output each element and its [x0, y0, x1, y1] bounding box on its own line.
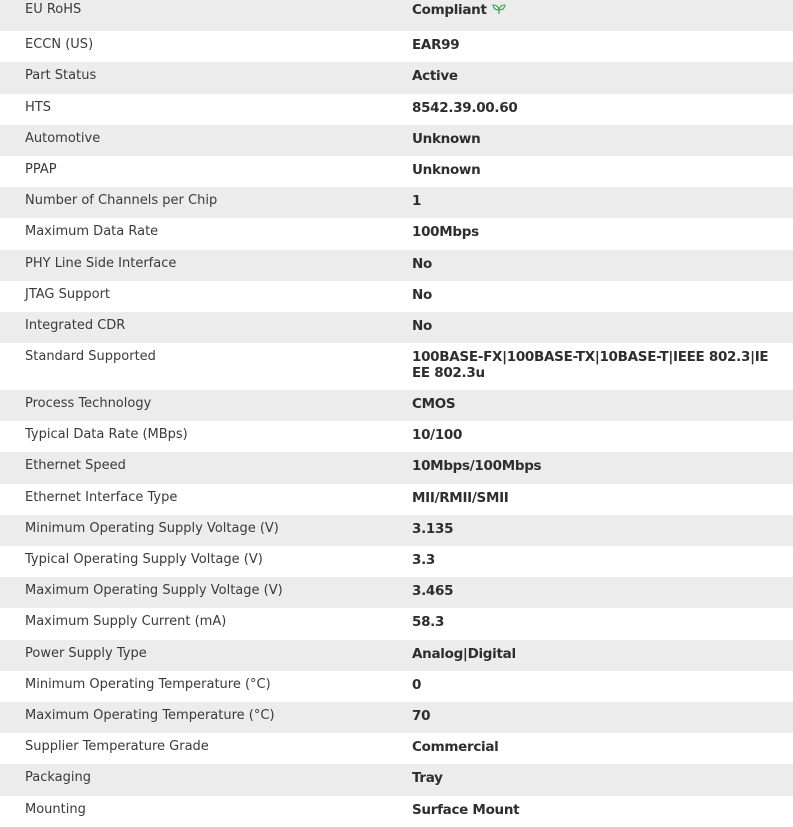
spec-value: Analog|Digital — [412, 645, 516, 662]
spec-label: Number of Channels per Chip — [25, 193, 218, 209]
spec-value: 100Mbps — [412, 224, 479, 241]
spec-label: Supplier Temperature Grade — [25, 739, 209, 755]
spec-row — [0, 671, 793, 702]
spec-row — [0, 764, 793, 795]
spec-label: Typical Data Rate (MBps) — [25, 427, 188, 443]
spec-label: PHY Line Side Interface — [25, 255, 177, 271]
spec-row — [0, 312, 793, 343]
spec-row — [0, 702, 793, 733]
spec-row — [0, 250, 793, 281]
spec-value-cell — [400, 421, 793, 452]
spec-value-cell — [400, 31, 793, 62]
spec-value: Commercial — [412, 739, 499, 756]
spec-row — [0, 546, 793, 577]
spec-value: 10Mbps/100Mbps — [412, 458, 542, 475]
spec-row — [0, 31, 793, 62]
spec-label: PPAP — [25, 161, 57, 177]
spec-label: Maximum Data Rate — [25, 224, 159, 240]
spec-value: 0 — [412, 676, 422, 693]
spec-value: 3.3 — [412, 552, 436, 568]
spec-label: Automotive — [25, 130, 101, 146]
spec-value: Tray — [412, 770, 443, 787]
spec-value: EAR99 — [412, 37, 460, 54]
spec-row — [0, 125, 793, 156]
spec-label: Maximum Operating Temperature (°C) — [25, 707, 275, 723]
spec-value-cell — [400, 796, 793, 827]
spec-row — [0, 94, 793, 125]
spec-row — [0, 0, 793, 31]
spec-row — [0, 452, 793, 483]
spec-value: No — [412, 255, 432, 272]
spec-value: 70 — [412, 707, 431, 724]
spec-row — [0, 62, 793, 93]
spec-label: Mounting — [25, 801, 86, 817]
spec-row — [0, 343, 793, 390]
spec-value-cell — [400, 764, 793, 795]
spec-value: Compliant — [412, 2, 487, 18]
spec-label: Packaging — [25, 770, 91, 786]
spec-label: Maximum Operating Supply Voltage (V) — [25, 583, 283, 599]
spec-value: Unknown — [412, 130, 481, 147]
spec-value-cell — [400, 0, 793, 31]
spec-value-cell — [400, 484, 793, 515]
spec-label: Process Technology — [25, 396, 152, 412]
spec-value-cell — [400, 390, 793, 421]
spec-row — [0, 156, 793, 187]
spec-value: 1 — [412, 193, 422, 210]
spec-label: HTS — [25, 99, 51, 115]
spec-label: Ethernet Speed — [25, 458, 126, 474]
spec-value-cell — [400, 62, 793, 93]
spec-value-cell — [400, 608, 793, 639]
spec-value-cell — [400, 702, 793, 733]
spec-label: Minimum Operating Supply Voltage (V) — [25, 520, 279, 536]
spec-value-cell — [400, 733, 793, 764]
spec-value-cell — [400, 452, 793, 483]
spec-row — [0, 515, 793, 546]
spec-label: Standard Supported — [25, 349, 156, 365]
leaf-icon — [492, 3, 506, 14]
spec-value-cell — [400, 515, 793, 546]
spec-value: 100BASE-FX|100BASE-TX|10BASE-T|IEEE 802.3|IEEE 802.3u — [412, 349, 769, 382]
spec-value: CMOS — [412, 396, 456, 413]
spec-value-cell — [400, 671, 793, 702]
spec-value: 58.3 — [412, 614, 445, 631]
spec-value-cell — [400, 281, 793, 312]
spec-value: 10/100 — [412, 427, 463, 444]
spec-row — [0, 187, 793, 218]
spec-row — [0, 733, 793, 764]
spec-value: 3.465 — [412, 583, 454, 600]
spec-value-cell — [400, 343, 793, 390]
spec-label: Ethernet Interface Type — [25, 489, 178, 505]
spec-value: 8542.39.00.60 — [412, 99, 518, 116]
spec-value: No — [412, 286, 432, 303]
spec-label: Minimum Operating Temperature (°C) — [25, 676, 271, 692]
spec-value-cell — [400, 156, 793, 187]
spec-label: Part Status — [25, 68, 97, 84]
spec-row — [0, 484, 793, 515]
spec-label: Power Supply Type — [25, 645, 147, 661]
spec-value-cell — [400, 546, 793, 577]
spec-value-cell — [400, 218, 793, 249]
spec-value: MII/RMII/SMII — [412, 489, 509, 506]
spec-row — [0, 390, 793, 421]
spec-value: 3.135 — [412, 520, 454, 537]
spec-value: Active — [412, 68, 458, 85]
spec-value: Unknown — [412, 161, 481, 178]
spec-value: Surface Mount — [412, 801, 520, 818]
spec-row — [0, 281, 793, 312]
spec-value-cell — [400, 250, 793, 281]
spec-label: Maximum Supply Current (mA) — [25, 614, 227, 630]
spec-label: Typical Operating Supply Voltage (V) — [25, 552, 263, 567]
spec-row — [0, 640, 793, 671]
spec-label: JTAG Support — [25, 286, 111, 302]
spec-row — [0, 218, 793, 249]
spec-value-cell — [400, 187, 793, 218]
spec-value-cell — [400, 640, 793, 671]
spec-label: EU RoHS — [25, 2, 82, 17]
spec-value: No — [412, 317, 432, 334]
spec-value-cell — [400, 94, 793, 125]
spec-label: Integrated CDR — [25, 317, 126, 333]
spec-row — [0, 796, 793, 827]
spec-value-cell — [400, 312, 793, 343]
spec-row — [0, 421, 793, 452]
spec-row — [0, 608, 793, 639]
spec-row — [0, 577, 793, 608]
spec-label: ECCN (US) — [25, 37, 94, 53]
spec-value-cell — [400, 125, 793, 156]
spec-value-cell — [400, 577, 793, 608]
